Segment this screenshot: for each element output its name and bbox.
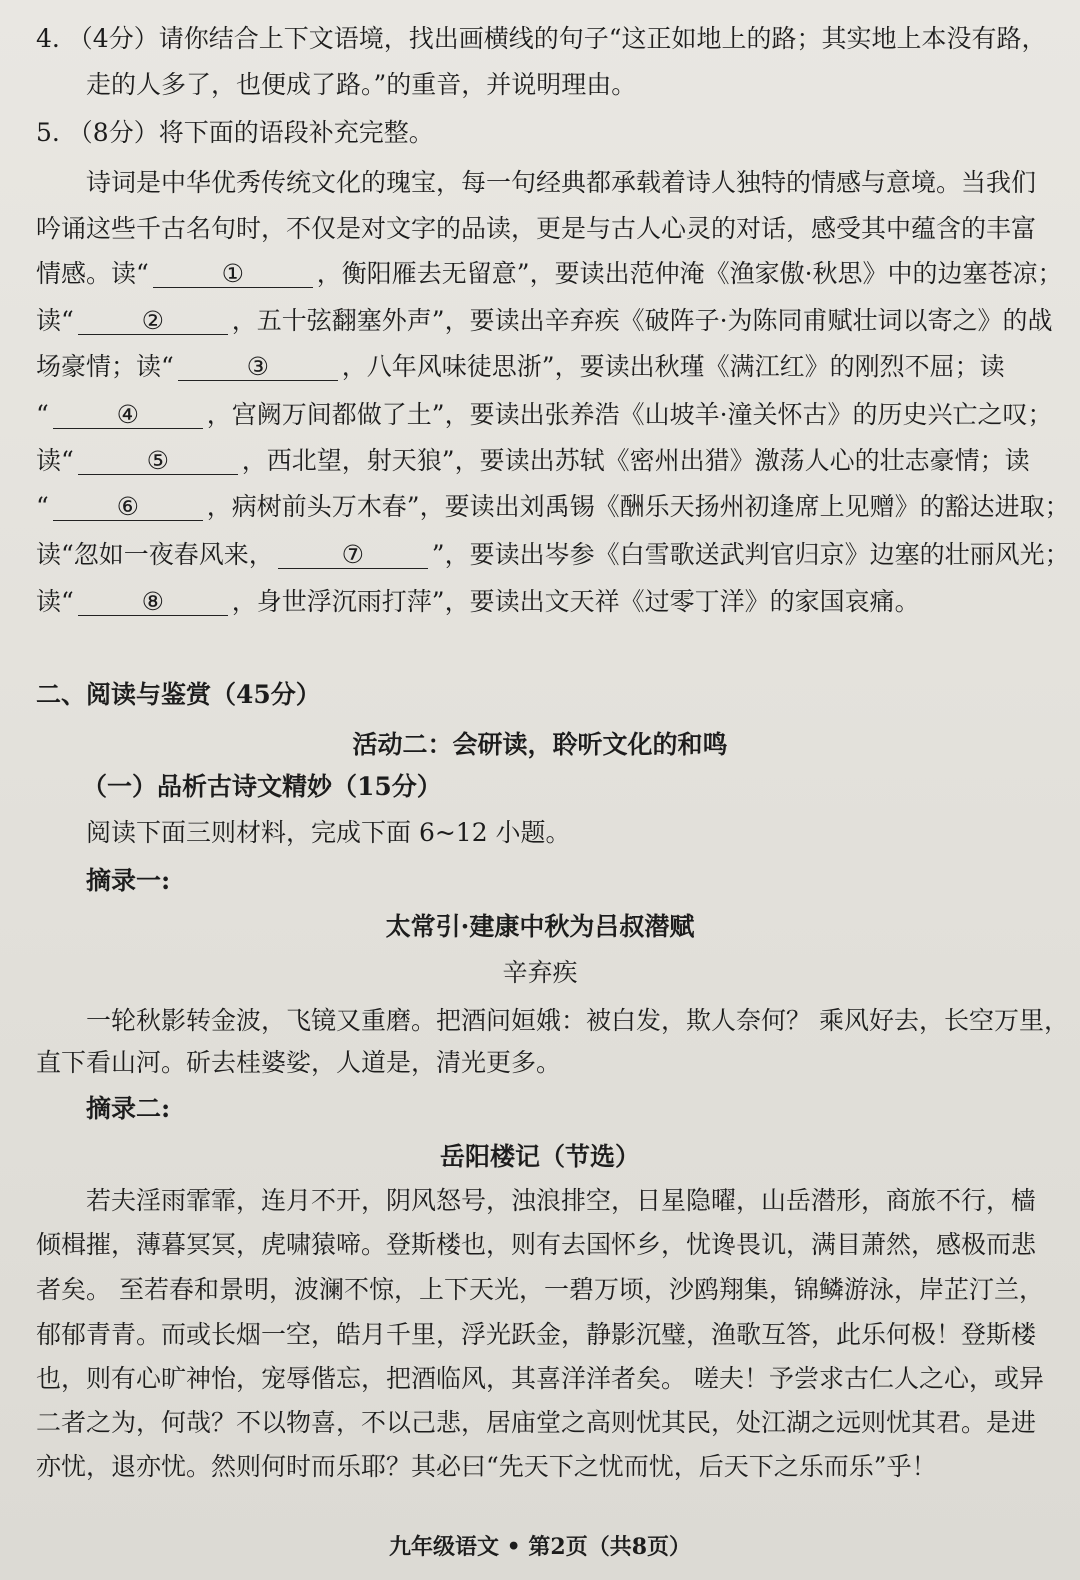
subsection-title: （一）品析古诗文精妙（15分）	[82, 772, 442, 801]
essay-line-5: 也，则有心旷神怡，宠辱偕忘，把酒临风，其喜洋洋者矣。 嗟夫！予尝求古仁人之心，或异	[36, 1364, 1044, 1393]
q5-line-10	[36, 587, 920, 617]
fill-blank-8[interactable]: ⑧	[78, 589, 228, 616]
fill-blank-6[interactable]: ⑥	[53, 494, 203, 521]
text: ，衡阳雁去无留意”，要读出范仲淹《渔家傲·秋思》中的边塞苍凉；	[316, 259, 1063, 288]
essay-line-7: 亦忧，退亦忧。然则何时而乐耶？其必曰“先天下之忧而忧，后天下之乐而乐”乎！	[36, 1452, 937, 1481]
text: ，五十弦翻塞外声”，要读出辛弃疾《破阵子·为陈同甫赋壮词以寄之》的战	[231, 306, 1053, 335]
excerpt-2-label: 摘录二:	[86, 1094, 171, 1123]
q5-line-4	[36, 306, 1053, 336]
fill-blank-1[interactable]: ①	[153, 261, 313, 288]
text: 读“忽如一夜春风来，	[36, 540, 274, 569]
text: 情感。读“	[36, 259, 149, 288]
text: 读“	[36, 446, 74, 475]
q5-line-9	[36, 540, 1070, 570]
essay-line-4: 郁郁青青。而或长烟一空，皓月千里，浮光跃金，静影沉璧，渔歌互答，此乐何极！登斯楼	[36, 1320, 1037, 1349]
section-title: 二、阅读与鉴赏（45分）	[36, 680, 321, 709]
text: ”，要读出岑参《白雪歌送武判官归京》边塞的壮丽风光；	[431, 540, 1070, 569]
q4-line-1: 4. （4分）请你结合上下文语境，找出画横线的句子“这正如地上的路；其实地上本没有路，	[36, 24, 1047, 53]
page-footer: 九年级语文 • 第2页（共8页）	[389, 1534, 691, 1560]
q4-line-2: 走的人多了，也便成了路。”的重音，并说明理由。	[86, 70, 637, 99]
text: 读“	[36, 306, 74, 335]
fill-blank-5[interactable]: ⑤	[78, 448, 238, 475]
essay-line-2: 倾楫摧，薄暮冥冥，虎啸猿啼。登斯楼也，则有去国怀乡，忧谗畏讥，满目萧然，感极而悲	[36, 1230, 1037, 1259]
q5-line-3	[36, 259, 1063, 289]
q5-line-1: 诗词是中华优秀传统文化的瑰宝，每一句经典都承载着诗人独特的情感与意境。当我们	[86, 168, 1037, 197]
text: ，宫阙万间都做了土”，要读出张养浩《山坡羊·潼关怀古》的历史兴亡之叹；	[206, 400, 1053, 429]
fill-blank-2[interactable]: ②	[78, 308, 228, 335]
text: ，身世浮沉雨打萍”，要读出文天祥《过零丁洋》的家国哀痛。	[231, 587, 920, 616]
activity-title: 活动二：会研读，聆听文化的和鸣	[352, 730, 728, 759]
poem-title: 太常引·建康中秋为吕叔潜赋	[385, 912, 695, 941]
text: “	[36, 492, 49, 521]
text: 场豪情；读“	[36, 352, 174, 381]
poem-line-2: 直下看山河。斫去桂婆娑，人道是，清光更多。	[36, 1048, 562, 1077]
q5-line-5	[36, 352, 1005, 382]
text: 读“	[36, 587, 74, 616]
q5-line-6	[36, 400, 1053, 430]
excerpt-1-label: 摘录一:	[86, 866, 171, 895]
fill-blank-4[interactable]: ④	[53, 402, 203, 429]
text: ，病树前头万木春”，要读出刘禹锡《酬乐天扬州初逢席上见赠》的豁达进取；	[206, 492, 1070, 521]
text: “	[36, 400, 49, 429]
poem-line-1: 一轮秋影转金波，飞镜又重磨。把酒问姮娥：被白发，欺人奈何？ 乘风好去，长空万里，	[86, 1006, 1069, 1035]
poem-author: 辛弃疾	[502, 958, 578, 987]
essay-line-6: 二者之为，何哉？不以物喜，不以己悲，居庙堂之高则忧其民，处江湖之远则忧其君。是进	[36, 1408, 1037, 1437]
fill-blank-7[interactable]: ⑦	[278, 542, 428, 569]
essay-line-3: 者矣。 至若春和景明，波澜不惊，上下天光，一碧万顷，沙鸥翔集，锦鳞游泳，岸芷汀兰，	[36, 1275, 1044, 1304]
fill-blank-3[interactable]: ③	[178, 354, 338, 381]
q5-line-8	[36, 492, 1070, 522]
text: ，西北望，射天狼”，要读出苏轼《密州出猎》激荡人心的壮志豪情；读	[241, 446, 1030, 475]
q5-line-7	[36, 446, 1030, 476]
text: ，八年风味徒思浙”，要读出秋瑾《满江红》的刚烈不屈；读	[341, 352, 1005, 381]
q5-line-2: 吟诵这些千古名句时，不仅是对文字的品读，更是与古人心灵的对话，感受其中蕴含的丰富	[36, 214, 1037, 243]
essay-line-1: 若夫淫雨霏霏，连月不开，阴风怒号，浊浪排空，日星隐曜，山岳潜形，商旅不行，樯	[86, 1186, 1037, 1215]
q5-heading: 5. （8分）将下面的语段补充完整。	[36, 118, 434, 147]
instruction: 阅读下面三则材料，完成下面 6~12 小题。	[86, 818, 571, 847]
essay-title: 岳阳楼记（节选）	[439, 1142, 640, 1171]
